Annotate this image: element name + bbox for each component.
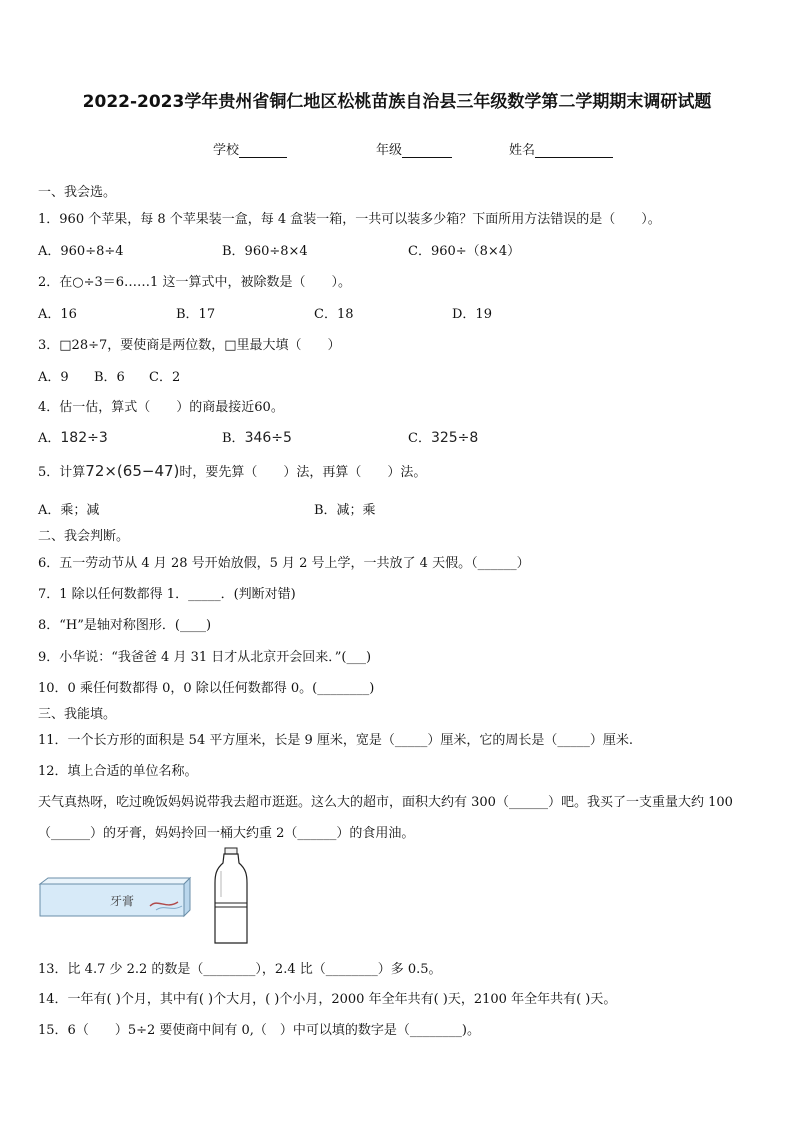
q4-option-c [408,427,478,446]
q5-suffix: 时，要先算（ ）法，再算（ ）法。 [179,465,427,480]
name-field [509,139,613,158]
q4-option-a [38,427,108,446]
q12-paragraph-2: （______）的牙膏，妈妈拎回一桶大约重 2（______）的食用油。 [38,826,415,841]
name-blank [535,145,613,158]
oil-bottle-image [212,847,250,945]
question-9: 9．小华说：“我爸爸 4 月 31 日才从北京开会回来．”(___) [38,650,372,665]
q2-option-d: D．19 [452,307,492,322]
question-10: 10．0 乘任何数都得 0，0 除以任何数都得 0。(________) [38,681,375,696]
q5-prefix: 5．计算 [38,465,86,480]
school-label: 学校 [213,143,240,158]
q3-option-b: B．6 [94,370,125,385]
grade-field [376,139,452,158]
question-4: 4．估一估，算式（ ）的商最接近60。 [38,400,284,415]
q4-option-a-label: A． [38,431,61,446]
question-7: 7．1 除以任何数都得 1．_____．(判断对错) [38,587,296,602]
q1-option-c: C．960÷（8×4） [408,244,521,259]
section-2-heading: 二、我会判断。 [38,529,130,544]
question-5 [38,461,426,480]
question-11: 11．一个长方形的面积是 54 平方厘米，长是 9 厘米，宽是（_____）厘米，它的周长是（_____）厘米. [38,733,634,748]
name-label: 姓名 [509,143,536,158]
q2-option-a: A．16 [38,307,77,322]
q5-option-a: A．乘；减 [38,503,100,518]
q4-option-b-expr: 346÷5 [244,430,292,446]
q3-option-c: C．2 [149,370,181,385]
toothpaste-image [38,876,192,918]
section-3-heading: 三、我能填。 [38,707,117,722]
q5-expression: 72×(65−47) [85,462,180,480]
q4-option-b [222,427,292,446]
q4-option-c-expr: 325÷8 [430,430,479,446]
q1-option-a: A．960÷8÷4 [38,244,124,259]
question-13: 13．比 4.7 少 2.2 的数是（________），2.4 比（________）多 0.5。 [38,962,442,977]
q2-option-c: C．18 [314,307,354,322]
q4-option-b-label: B． [222,431,245,446]
question-12: 12．填上合适的单位名称。 [38,764,198,779]
question-14: 14．一年有( )个月，其中有( )个大月，( )个小月，2000 年全年共有( )天，2100 年全年共有( )天。 [38,992,617,1007]
q2-option-b: B．17 [176,307,216,322]
grade-label: 年级 [376,143,403,158]
q12-paragraph-1: 天气真热呀，吃过晚饭妈妈说带我去超市逛逛。这么大的超市，面积大约有 300（______）吧。我买了一支重量大约 100 [38,795,733,810]
grade-blank [402,145,452,158]
question-8: 8．“H”是轴对称图形．(____) [38,618,212,633]
page-title: 2022-2023学年贵州省铜仁地区松桃苗族自治县三年级数学第二学期期末调研试题 [82,92,712,112]
section-1-heading: 一、我会选。 [38,185,117,200]
question-6: 6．五一劳动节从 4 月 28 号开始放假，5 月 2 号上学，一共放了 4 天假。（______） [38,556,530,571]
q3-option-a: A．9 [38,370,69,385]
q4-option-a-expr: 182÷3 [60,430,108,446]
school-blank [239,145,287,158]
school-field [213,139,287,158]
q5-option-b: B．减；乘 [314,503,376,518]
toothpaste-label: 牙膏 [110,894,135,908]
q1-option-b: B．960÷8×4 [222,244,308,259]
q4-option-c-label: C． [408,431,431,446]
question-3: 3．□28÷7，要使商是两位数，□里最大填（ ） [38,338,341,353]
question-15: 15．6（ ）5÷2 要使商中间有 0,（ ）中可以填的数字是（________)。 [38,1023,480,1038]
question-2: 2．在○÷3＝6……1 这一算式中，被除数是（ ）。 [38,275,351,290]
question-1: 1．960 个苹果，每 8 个苹果装一盒，每 4 盒装一箱，一共可以装多少箱？下面所用方法错误的是（ ）。 [38,212,661,227]
